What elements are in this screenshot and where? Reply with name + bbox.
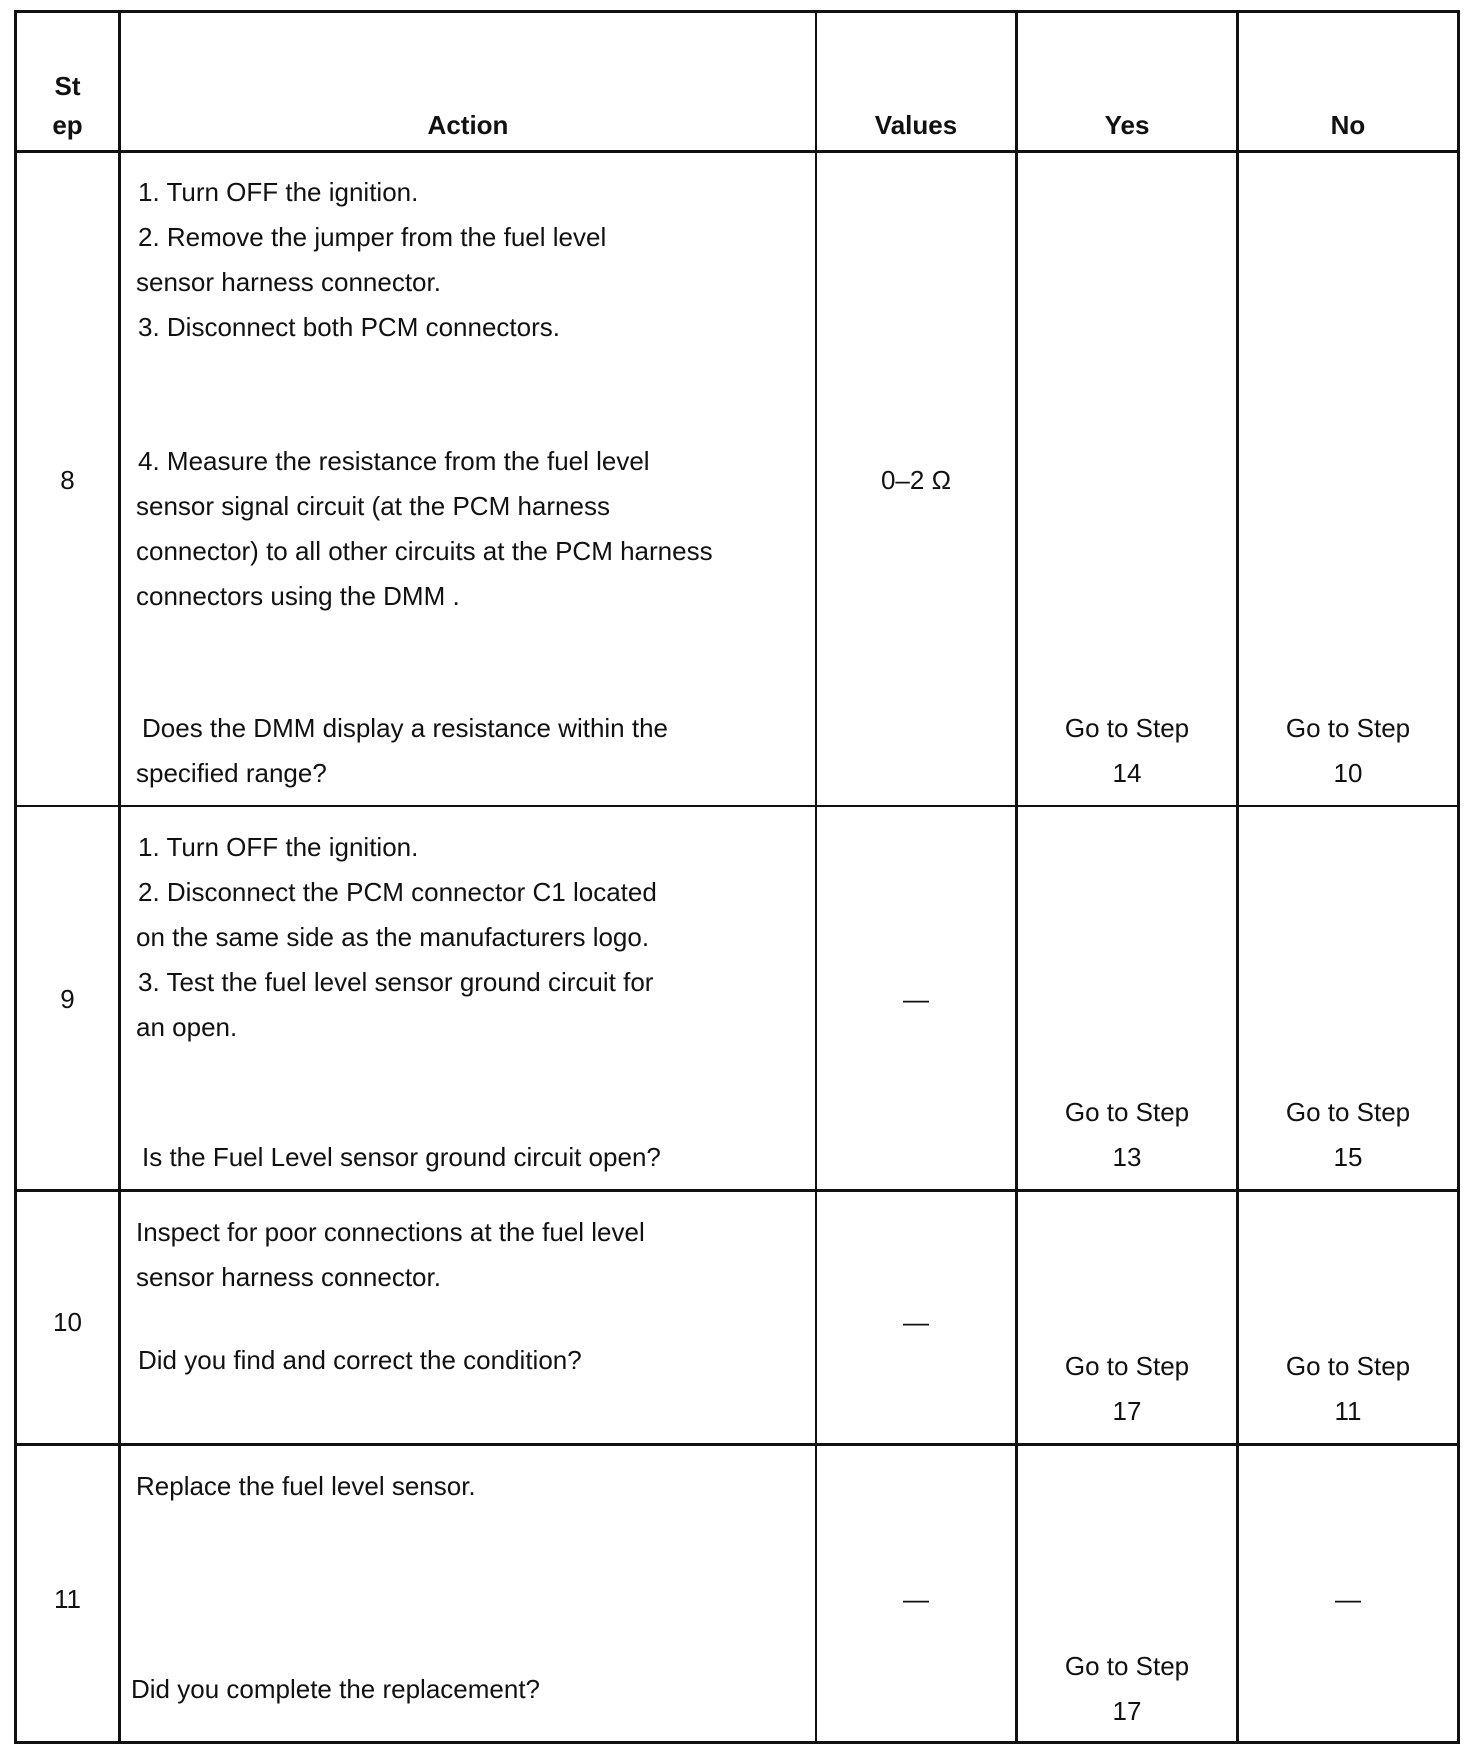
column-divider: [1236, 10, 1239, 1744]
header-divider: [14, 150, 1460, 153]
action-line: 1. Turn OFF the ignition.: [138, 832, 419, 862]
action-line: 1. Turn OFF the ignition.: [138, 177, 419, 207]
question-line: Did you find and correct the condition?: [138, 1345, 582, 1375]
no-cell: —: [1335, 1584, 1361, 1614]
table-border-bottom: [14, 1741, 1460, 1744]
action-line: connector) to all other circuits at the PCM harness: [136, 536, 713, 566]
step-number: 11: [54, 1584, 81, 1614]
no-cell-line: Go to Step: [1285, 1351, 1411, 1381]
value-cell: —: [903, 1307, 929, 1337]
yes-cell-line: 13: [1112, 1142, 1142, 1172]
value-cell: —: [903, 1584, 929, 1614]
row-divider: [14, 1189, 1460, 1192]
yes-cell-line: 14: [1112, 758, 1142, 788]
action-line: on the same side as the manufacturers logo.: [136, 922, 650, 952]
header-action: Action: [427, 110, 509, 140]
action-line: 2. Remove the jumper from the fuel level: [138, 222, 607, 252]
action-line: Replace the fuel level sensor.: [136, 1471, 476, 1501]
question-line: Is the Fuel Level sensor ground circuit open?: [142, 1142, 661, 1172]
yes-cell-line: Go to Step: [1064, 1651, 1190, 1681]
row-divider: [14, 805, 1460, 807]
yes-cell-line: Go to Step: [1064, 1097, 1190, 1127]
step-number: 10: [53, 1307, 82, 1337]
action-line: 3. Disconnect both PCM connectors.: [138, 312, 560, 342]
header-yes: Yes: [1104, 110, 1150, 140]
action-line: 3. Test the fuel level sensor ground circuit for: [138, 967, 654, 997]
no-cell-line: 11: [1334, 1396, 1362, 1426]
table-border-left: [14, 10, 17, 1744]
yes-cell-line: Go to Step: [1064, 713, 1190, 743]
column-divider: [118, 10, 121, 1744]
action-line: 4. Measure the resistance from the fuel level: [138, 446, 650, 476]
column-divider: [815, 10, 817, 1744]
no-cell-line: 10: [1333, 758, 1363, 788]
yes-cell-line: 17: [1112, 1396, 1142, 1426]
action-line: sensor signal circuit (at the PCM harness: [136, 491, 610, 521]
question-line: specified range?: [136, 758, 327, 788]
yes-cell-line: 17: [1112, 1696, 1142, 1726]
step-number: 9: [60, 984, 75, 1014]
step-number: 8: [60, 465, 75, 495]
table-border-right: [1457, 10, 1460, 1744]
value-cell: —: [903, 984, 929, 1014]
table-border-top: [14, 10, 1460, 13]
action-line: sensor harness connector.: [136, 1262, 441, 1292]
row-divider: [14, 1443, 1460, 1446]
action-line: sensor harness connector.: [136, 267, 441, 297]
header-step-line1: St: [54, 71, 81, 101]
question-line: Did you complete the replacement?: [131, 1674, 541, 1704]
question-line: Does the DMM display a resistance within the: [142, 713, 669, 743]
header-step-line2: ep: [52, 110, 83, 140]
column-divider: [1015, 10, 1018, 1744]
action-line: connectors using the DMM .: [136, 581, 460, 611]
yes-cell-line: Go to Step: [1064, 1351, 1190, 1381]
action-line: Inspect for poor connections at the fuel level: [136, 1217, 645, 1247]
no-cell-line: Go to Step: [1285, 1097, 1411, 1127]
value-cell: 0–2 Ω: [880, 465, 952, 495]
header-no: No: [1330, 110, 1366, 140]
no-cell-line: Go to Step: [1285, 713, 1411, 743]
no-cell-line: 15: [1333, 1142, 1363, 1172]
header-values: Values: [874, 110, 958, 140]
action-line: 2. Disconnect the PCM connector C1 located: [138, 877, 657, 907]
action-line: an open.: [136, 1012, 238, 1042]
